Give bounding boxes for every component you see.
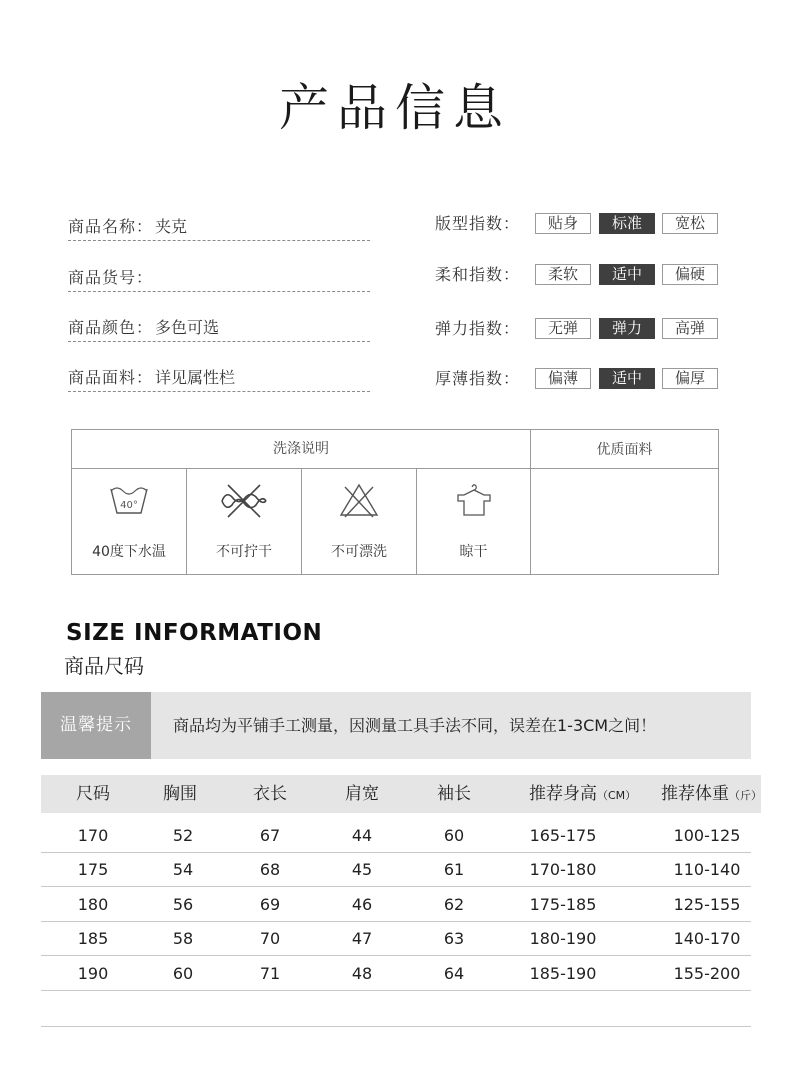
wash-item-label: 不可漂洗 (331, 544, 387, 560)
tip-label: 温馨提示 (41, 692, 151, 759)
table-cell: 58 (172, 929, 194, 948)
table-bottom-rule (41, 1026, 751, 1027)
info-label: 商品名称： (68, 217, 154, 236)
table-cell: 175 (77, 860, 109, 879)
table-cell: 185-190 (529, 964, 597, 983)
table-cell: 67 (259, 826, 281, 845)
table-cell: 47 (351, 929, 373, 948)
index-label: 柔和指数： (435, 265, 521, 284)
table-cell: 63 (443, 929, 465, 948)
size-table-header (41, 775, 761, 813)
table-cell: 46 (351, 895, 373, 914)
table-cell: 71 (259, 964, 281, 983)
table-cell: 68 (259, 860, 281, 879)
softness-index (435, 264, 725, 288)
index-option: 宽松 (662, 213, 718, 234)
table-cell: 170-180 (529, 860, 597, 879)
index-option: 偏薄 (535, 368, 591, 389)
table-cell: 64 (443, 964, 465, 983)
header-length: 衣长 (253, 784, 287, 804)
table-cell: 48 (351, 964, 373, 983)
index-option: 偏厚 (662, 368, 718, 389)
wash-item (187, 469, 302, 574)
table-cell: 125-155 (673, 895, 741, 914)
wash-item-label: 不可拧干 (216, 544, 272, 560)
table-cell: 140-170 (673, 929, 741, 948)
table-cell: 54 (172, 860, 194, 879)
wash-item (302, 469, 417, 574)
elasticity-index (435, 318, 725, 342)
index-option: 适中 (599, 368, 655, 389)
table-cell: 45 (351, 860, 373, 879)
wash-item-label: 40度下水温 (92, 544, 166, 560)
hang-dry-icon (417, 481, 530, 521)
header-chest: 胸围 (163, 784, 197, 804)
table-cell: 62 (443, 895, 465, 914)
index-option: 弹力 (599, 318, 655, 339)
fit-index (435, 213, 725, 237)
table-cell: 155-200 (673, 964, 741, 983)
wash-40-icon (72, 481, 186, 521)
no-bleach-icon (302, 481, 416, 521)
index-label: 版型指数： (435, 214, 521, 233)
tip-text: 商品均为平铺手工测量，因测量工具手法不同，误差在1-3CM之间！ (173, 716, 657, 735)
table-row (41, 957, 751, 991)
index-option: 适中 (599, 264, 655, 285)
index-option: 无弹 (535, 318, 591, 339)
table-row (41, 853, 751, 887)
no-wring-icon (187, 481, 301, 521)
header-size: 尺码 (76, 784, 110, 804)
index-option: 偏硬 (662, 264, 718, 285)
table-row (41, 819, 751, 853)
index-option: 高弹 (662, 318, 718, 339)
info-value: 详见属性栏 (155, 368, 236, 387)
table-cell: 100-125 (673, 826, 741, 845)
table-cell: 56 (172, 895, 194, 914)
table-cell: 165-175 (529, 826, 597, 845)
table-cell: 60 (172, 964, 194, 983)
header-weight: 推荐体重（斤） (661, 784, 762, 804)
table-cell: 180-190 (529, 929, 597, 948)
size-title-en: SIZE INFORMATION (66, 620, 323, 646)
table-cell: 170 (77, 826, 109, 845)
table-cell: 70 (259, 929, 281, 948)
header-shoulder: 肩宽 (345, 784, 379, 804)
table-cell: 44 (351, 826, 373, 845)
info-row-color (68, 316, 370, 342)
table-cell: 175-185 (529, 895, 597, 914)
wash-item (417, 469, 531, 574)
wash-instructions (71, 429, 719, 575)
info-value: 多色可选 (155, 318, 220, 337)
table-cell: 60 (443, 826, 465, 845)
wash-item-label: 晾干 (459, 544, 488, 560)
info-label: 商品面料： (68, 368, 154, 387)
tip-bar (41, 692, 751, 759)
header-sleeve: 袖长 (437, 784, 471, 804)
size-title-cn: 商品尺码 (64, 654, 144, 678)
table-cell: 190 (77, 964, 109, 983)
table-cell: 52 (172, 826, 194, 845)
info-label: 商品颜色： (68, 318, 154, 337)
index-option: 贴身 (535, 213, 591, 234)
svg-text:40°: 40° (120, 500, 138, 511)
index-option: 标准 (599, 213, 655, 234)
index-option: 柔软 (535, 264, 591, 285)
wash-header: 洗涤说明 (72, 430, 531, 469)
index-label: 弹力指数： (435, 319, 521, 338)
thickness-index (435, 368, 725, 392)
table-row (41, 888, 751, 922)
table-cell: 185 (77, 929, 109, 948)
header-height: 推荐身高（CM） (529, 784, 637, 804)
table-cell: 180 (77, 895, 109, 914)
fabric-header: 优质面料 (531, 430, 718, 469)
wash-item (72, 469, 187, 574)
index-label: 厚薄指数： (435, 369, 521, 388)
info-value: 夹克 (155, 217, 188, 236)
page-title: 产品信息 (279, 79, 511, 137)
table-cell: 110-140 (673, 860, 741, 879)
table-row (41, 922, 751, 956)
info-label: 商品货号： (68, 268, 154, 287)
info-row-sku (68, 266, 370, 292)
info-row-fabric (68, 366, 370, 392)
table-cell: 61 (443, 860, 465, 879)
info-row-name (68, 215, 370, 241)
table-cell: 69 (259, 895, 281, 914)
